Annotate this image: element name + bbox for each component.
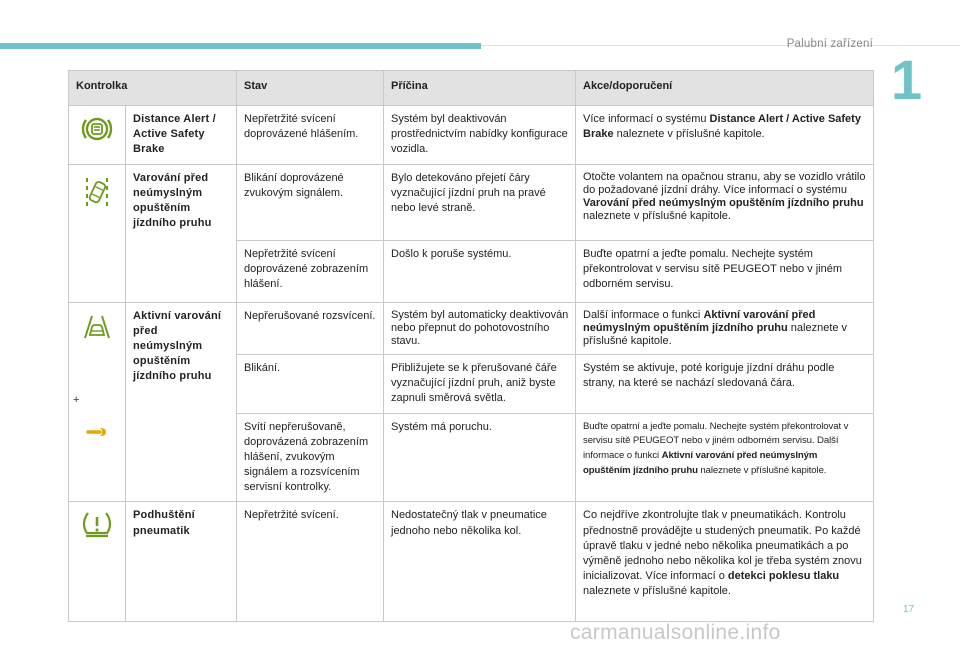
section-title: Palubní zařízení (786, 38, 873, 50)
active-safety-brake-icon (81, 114, 113, 144)
cause-text: Systém byl automaticky deaktivován nebo přepnut do pohotovostního stavu. (384, 302, 576, 355)
chapter-number: 1 (891, 48, 923, 111)
warning-lights-table (68, 70, 874, 622)
cause-text: Bylo detekováno přejetí čáry vyznačující jízdní pruh na pravé nebo levé straně. (384, 164, 576, 240)
plus-sign: + (73, 393, 80, 406)
header-akce: Akce/doporučení (576, 71, 874, 106)
cause-text: Došlo k poruše systému. (384, 240, 576, 302)
state-text: Blikání doprovázené zvukovým signálem. (237, 164, 384, 240)
cause-text: Systém má poruchu. (384, 413, 576, 502)
action-text: Další informace o funkci Aktivní varování před neúmyslným opuštěním jízdního pruhu naleznete v příslušné kapitole. (576, 302, 874, 355)
header-stav: Stav (237, 71, 384, 106)
page-number: 17 (903, 604, 915, 615)
header-pricina: Příčina (384, 71, 576, 106)
state-text: Svítí nepřerušovaně, doprovázená zobrazením hlášení, zvukovým signálem a rozsvícením servisní kontrolky. (237, 413, 384, 502)
active-lane-keeping-icon (81, 311, 113, 341)
state-text: Nepřerušované rozsvícení. (237, 302, 384, 355)
tyre-pressure-warning-icon (81, 510, 113, 538)
table-row (69, 502, 874, 622)
watermark-text: carmanualsonline.info (570, 621, 781, 644)
icon-cell (69, 302, 126, 502)
icon-cell (69, 106, 126, 165)
state-text: Blikání. (237, 355, 384, 414)
light-name: Distance Alert / Active Safety Brake (126, 106, 237, 165)
light-name: Aktivní varování před neúmyslným opuštěním jízdního pruhu (126, 302, 237, 502)
table-row (69, 302, 874, 355)
action-text: Systém se aktivuje, poté koriguje jízdní dráhu podle strany, na které se nachází sledovaná čára. (576, 355, 874, 414)
service-wrench-icon (86, 426, 108, 438)
header-rule (481, 45, 960, 46)
header-accent-bar (0, 43, 481, 49)
action-text: Buďte opatrní a jeďte pomalu. Nechejte systém překontrolovat v servisu sítě PEUGEOT nebo v jiném odborném servisu. Další informace o funkci Aktivní varování před neúmyslným opuštěním jízdního pruhu naleznete v příslušné kapitole. (576, 413, 874, 502)
action-text: Buďte opatrní a jeďte pomalu. Nechejte systém překontrolovat v servisu sítě PEUGEOT nebo v jiném odborném servisu. (576, 240, 874, 302)
action-text: Otočte volantem na opačnou stranu, aby se vozidlo vrátilo do požadované jízdní dráhy. Více informací o systému Varování před neúmyslným opuštěním jízdního pruhu naleznete v příslušné kapitole. (576, 164, 874, 240)
table-header-row (69, 71, 874, 106)
icon-cell (69, 502, 126, 622)
icon-cell (69, 164, 126, 302)
action-text: Co nejdříve zkontrolujte tlak v pneumatikách. Kontrolu přednostně provádějte u studených pneumatik. Po každé úpravě tlaku v jedné nebo několika pneumatikách a po výměně jednoho nebo několika kol je třeba systém znovu inicializovat. Více informací o detekci poklesu tlaku naleznete v příslušné kapitole. (576, 502, 874, 622)
action-text: Více informací o systému Distance Alert / Active Safety Brake naleznete v příslušné kapitole. (576, 106, 874, 165)
lane-departure-warning-icon (82, 173, 112, 213)
light-name: Varování před neúmyslným opuštěním jízdního pruhu (126, 164, 237, 302)
cause-text: Přibližujete se k přerušované čáře vyznačující jízdní pruh, aniž byste zapnuli směrová světla. (384, 355, 576, 414)
state-text: Nepřetržité svícení doprovázené hlášením. (237, 106, 384, 165)
table-row (69, 164, 874, 240)
cause-text: Nedostatečný tlak v pneumatice jednoho nebo několika kol. (384, 502, 576, 622)
light-name: Podhuštění pneumatik (126, 502, 237, 622)
table-row (69, 106, 874, 165)
header-kontrolka: Kontrolka (69, 71, 237, 106)
cause-text: Systém byl deaktivován prostřednictvím nabídky konfigurace vozidla. (384, 106, 576, 165)
state-text: Nepřetržité svícení. (237, 502, 384, 622)
state-text: Nepřetržité svícení doprovázené zobrazením hlášení. (237, 240, 384, 302)
